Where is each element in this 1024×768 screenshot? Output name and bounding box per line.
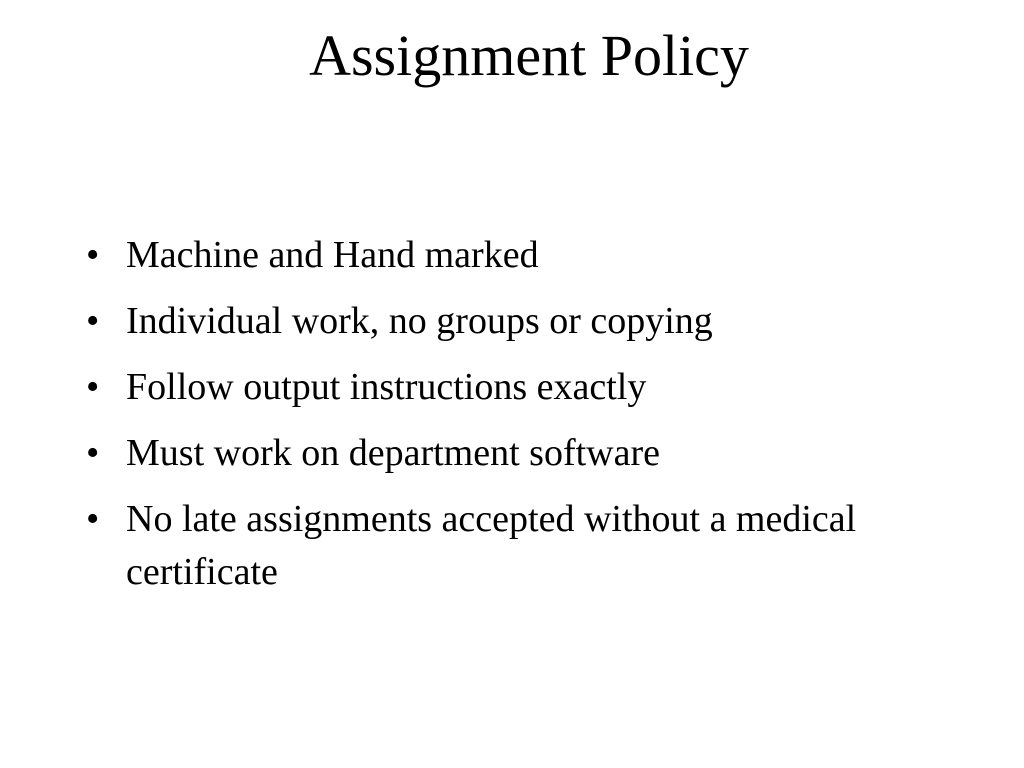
- bullet-marker: •: [86, 366, 100, 408]
- bullet-marker: •: [86, 498, 100, 540]
- bullet-text: Follow output instructions exactly: [126, 366, 647, 408]
- slide-title: Assignment Policy: [309, 23, 749, 88]
- bullet-text: Individual work, no groups or copying: [126, 300, 713, 342]
- bullet-marker: •: [86, 234, 100, 276]
- bullet-item: [86, 427, 886, 480]
- bullet-text: No late assignments accepted without a medical certificate: [126, 498, 857, 593]
- bullet-text: Must work on department software: [126, 432, 660, 474]
- bullet-marker: •: [86, 300, 100, 342]
- bullet-item: [86, 361, 886, 414]
- bullet-item: [86, 295, 886, 348]
- bullet-item: [86, 229, 886, 282]
- bullet-text: Machine and Hand marked: [126, 234, 539, 276]
- bullet-list: [86, 229, 886, 612]
- bullet-marker: •: [86, 432, 100, 474]
- bullet-item: [86, 493, 886, 599]
